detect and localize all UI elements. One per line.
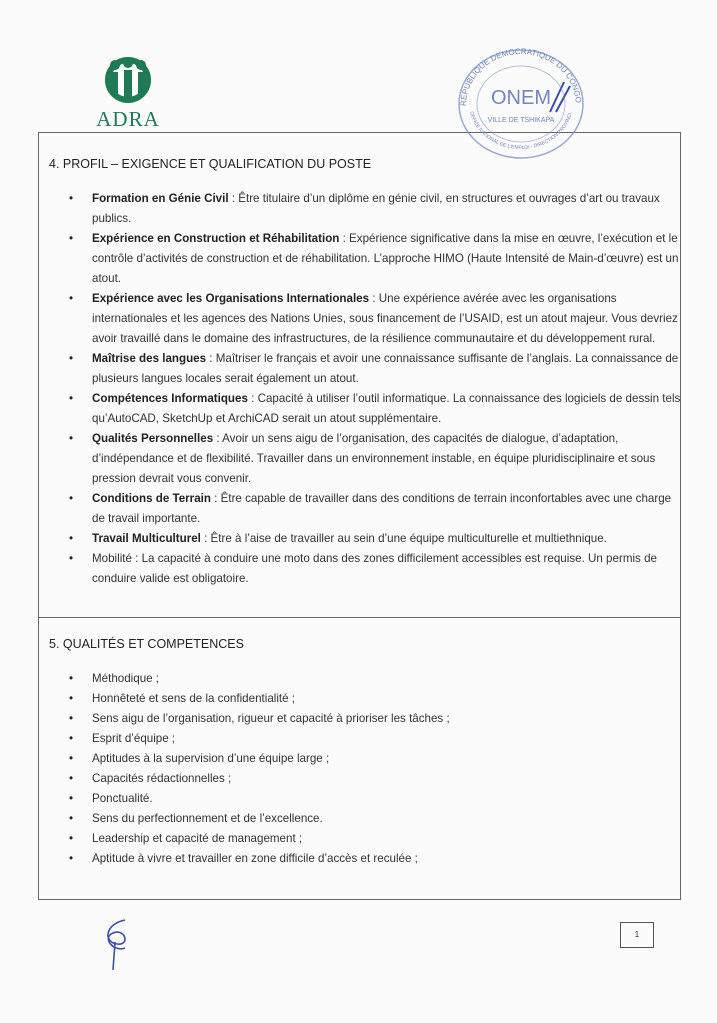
quality-item: • Aptitudes à la supervision d’une équipe large ;: [69, 749, 681, 769]
onem-stamp: [452, 42, 590, 160]
section-5-list: [69, 669, 681, 869]
requirement-text: : Maîtriser le français et avoir une connaissance suffisante de l’anglais. La connaissance de plusieurs langues locales serait également un atout.: [92, 352, 679, 385]
requirement-label: Expérience en Construction et Réhabilitation: [92, 232, 340, 245]
content-frame: [38, 132, 681, 900]
signature: [95, 912, 145, 972]
quality-item: • Sens aigu de l’organisation, rigueur et capacité à prioriser les tâches ;: [69, 709, 681, 729]
requirement-item: [69, 389, 681, 429]
requirement-label: Conditions de Terrain: [92, 492, 211, 505]
section-4-title: 4. PROFIL – EXIGENCE ET QUALIFICATION DU POSTE: [49, 157, 372, 171]
quality-item: • Sens du perfectionnement et de l’excellence.: [69, 809, 681, 829]
requirement-text: : Capacité à utiliser l’outil informatique. La connaissance des logiciels de dessin tels qu’AutoCAD, SketchUp et ArchiCAD serait un atout supplémentaire.: [92, 392, 681, 425]
requirement-text: Mobilité : La capacité à conduire une moto dans des zones difficilement accessibles est requise. Un permis de conduire valide est obligatoire.: [92, 552, 657, 585]
quality-item: • Honnêteté et sens de la confidentialité ;: [69, 689, 681, 709]
quality-item: • Aptitude à vivre et travailler en zone difficile d’accès et reculée ;: [69, 849, 681, 869]
quality-item: • Méthodique ;: [69, 669, 681, 689]
requirement-text: : Être capable de travailler dans des conditions de terrain inconfortables avec une charge de travail importante.: [92, 492, 672, 525]
section-divider: [39, 617, 680, 618]
stamp-center: ONEM: [491, 87, 551, 109]
requirement-label: Formation en Génie Civil: [92, 192, 229, 205]
page-number: 1: [620, 922, 654, 948]
requirement-item: [69, 229, 681, 289]
requirement-label: Compétences Informatiques: [92, 392, 248, 405]
requirement-text: : Être titulaire d’un diplôme en génie civil, en structures et ouvrages d’art ou travaux publics.: [92, 192, 660, 225]
quality-item: • Esprit d’équipe ;: [69, 729, 681, 749]
adra-logo: [88, 55, 168, 132]
requirement-label: Maîtrise des langues: [92, 352, 207, 365]
requirement-item: [69, 529, 681, 549]
requirement-item: [69, 349, 681, 389]
requirement-text: : Expérience significative dans la mise en œuvre, l’exécution et le contrôle d’activités de construction et de réhabilitation. L’approche HIMO (Haute Intensité de Main-d’œuvre) est un atout.: [92, 232, 679, 285]
stamp-top-text: REPUBLIQUE DEMOCRATIQUE DU CONGO: [458, 46, 583, 107]
stamp-city: VILLE DE TSHIKAPA: [487, 117, 555, 124]
requirement-item: [69, 489, 681, 529]
section-5-title: 5. QUALITÉS ET COMPETENCES: [49, 637, 244, 651]
requirement-label: Expérience avec les Organisations Internationales: [92, 292, 370, 305]
requirement-item: [69, 549, 681, 589]
section-4-list: [69, 189, 681, 589]
quality-item: • Ponctualité.: [69, 789, 681, 809]
requirement-item: [69, 289, 681, 349]
logo-text: ADRA: [96, 107, 160, 131]
requirement-item: [69, 189, 681, 229]
adra-figures-icon: [95, 55, 161, 105]
requirement-text: : Une expérience avérée avec les organisations internationales et les agences des Nations Unies, sous financement de l’USAID, est un atout majeur. Vous devriez avoir travaillé dans le domaine des infrastructures, de la résilience communautaire et du développement rural.: [92, 292, 678, 345]
quality-item: • Leadership et capacité de management ;: [69, 829, 681, 849]
requirement-item: [69, 429, 681, 489]
requirement-label: Qualités Personnelles: [92, 432, 214, 445]
quality-item: • Capacités rédactionnelles ;: [69, 769, 681, 789]
requirement-text: : Avoir un sens aigu de l’organisation, des capacités de dialogue, d’adaptation, d’indépendance et de flexibilité. Travailler dans un environnement instable, en équipe pluridisciplinaire et sous pression devrait vous convenir.: [92, 432, 656, 485]
requirement-text: : Être à l’aise de travailler au sein d’une équipe multiculturelle et multiethnique.: [200, 532, 607, 545]
stamp-bottom-text: OFFICE NATIONAL DE L'EMPLOI - DIRECTION PROVINCI: [468, 110, 574, 152]
requirement-label: Travail Multiculturel: [92, 532, 201, 545]
